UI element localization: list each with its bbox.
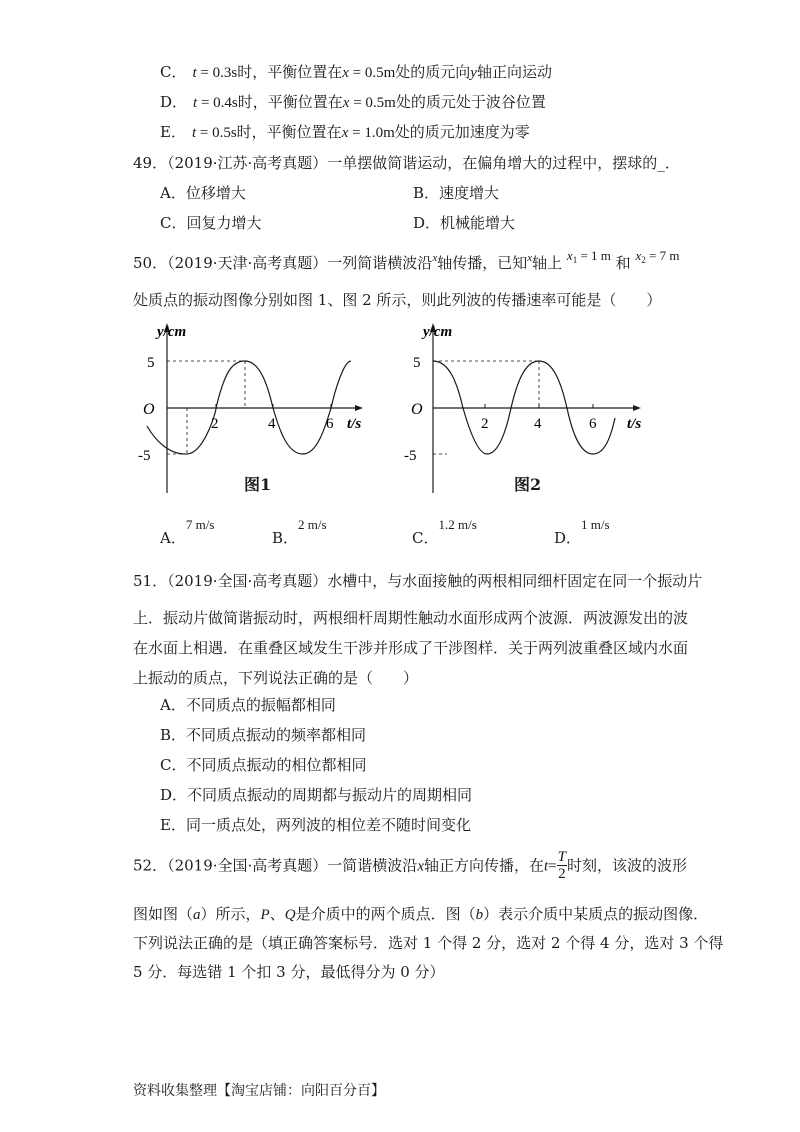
x-axis-arrow: [355, 405, 363, 411]
x-tick-label-2: 2: [481, 416, 489, 432]
q52-stem-line3: 下列说法正确的是（填正确答案标号．选对 1 个得 2 分，选对 2 个得 4 分，选对 3 个得: [133, 934, 724, 952]
y-tick-label-5: 5: [413, 355, 421, 371]
q48-option-d: D． t = 0.4s时，平衡位置在x = 0.5m处的质元处于波谷位置: [160, 93, 546, 111]
q51-stem-line1: 51．（2019·全国·高考真题）水槽中，与水面接触的两根相同细杆固定在同一个振动片: [133, 572, 703, 590]
y-tick-label-neg5: -5: [138, 448, 151, 464]
answer-blank: _: [657, 154, 665, 172]
x-axis-arrow: [633, 405, 641, 411]
q51-stem-line2: 上．振动片做简谐振动时，两根细杆周期性触动水面形成两个波源．两波源发出的波: [133, 609, 689, 627]
q49-option-c: C．回复力增大: [160, 214, 262, 232]
x-axis-label: t/s: [627, 416, 642, 432]
x-tick-label-4: 4: [268, 416, 276, 432]
y-axis-label: y/cm: [157, 324, 187, 340]
q51-option-a: A．不同质点的振幅都相同: [160, 696, 336, 714]
figure-1-caption: 图1: [244, 475, 272, 494]
x-axis-label: t/s: [347, 416, 362, 432]
q51-option-b: B．不同质点振动的频率都相同: [160, 726, 367, 744]
q51-stem-line3: 在水面上相遇．在重叠区域发生干涉并形成了干涉图样．关于两列波重叠区域内水面: [133, 639, 689, 657]
q49-option-d: D．机械能增大: [413, 214, 516, 232]
q51-option-d: D．不同质点振动的周期都与振动片的周期相同: [160, 786, 473, 804]
x-tick-label-2: 2: [211, 416, 219, 432]
origin-label: O: [411, 401, 423, 418]
y-tick-label-neg5: -5: [404, 448, 417, 464]
q49-stem: 49．（2019·江苏·高考真题）一单摆做简谐运动，在偏角增大的过程中，摆球的_．: [133, 154, 680, 172]
y-axis-label: y/cm: [423, 324, 453, 340]
q50-stem-line1: 50．（2019·天津·高考真题）一列简谐横波沿$^x$轴传播，已知$^x$轴上 $x_1 = 1$ m 和 $x_2 = 7$ m: [133, 248, 680, 272]
q52-stem-line1: 52．（2019·全国·高考真题）一简谐横波沿x轴正方向传播，在t= $\frac{T}{2}$ 时刻，该波的波形: [133, 849, 687, 882]
q50-stem-line2: 处质点的振动图像分别如图 1、图 2 所示，则此列波的传播速率可能是（ ）: [133, 291, 662, 309]
q50-option-b: B．2 m/s: [272, 517, 327, 547]
q48-option-e: E． t = 0.5s时，平衡位置在x = 1.0m处的质元加速度为零: [160, 123, 530, 141]
q50-option-a: A．7 m/s: [160, 517, 215, 547]
y-tick-label-5: 5: [147, 355, 155, 371]
q51-option-e: E．同一质点处，两列波的相位差不随时间变化: [160, 816, 471, 834]
figure-2-vibration-graph: [393, 318, 653, 498]
q49-option-a: A．位移增大: [160, 184, 246, 202]
figure-2-caption: 图2: [514, 475, 542, 494]
x-tick-label-4: 4: [534, 416, 542, 432]
q50-option-c: C．1.2 m/s: [412, 517, 477, 547]
page-footer: 资料收集整理【淘宝店铺：向阳百分百】: [133, 1083, 385, 1099]
origin-label: O: [143, 401, 155, 418]
figure-1-vibration-graph: [125, 318, 365, 498]
x-tick-label-6: 6: [326, 416, 334, 432]
q50-option-d: D．1 m/s: [554, 517, 610, 547]
q52-stem-line2: 图如图（a）所示，P、Q是介质中的两个质点．图（b）表示介质中某质点的振动图像．: [133, 905, 709, 923]
q48-option-c: C． t = 0.3s时，平衡位置在x = 0.5m处的质元向y轴正向运动: [160, 63, 552, 81]
q51-stem-line4: 上振动的质点，下列说法正确的是（ ）: [133, 669, 419, 687]
q51-option-c: C．不同质点振动的相位都相同: [160, 756, 367, 774]
q52-stem-line4: 5 分．每选错 1 个扣 3 分，最低得分为 0 分）: [133, 963, 445, 981]
q49-option-b: B．速度增大: [413, 184, 500, 202]
x-tick-label-6: 6: [589, 416, 597, 432]
